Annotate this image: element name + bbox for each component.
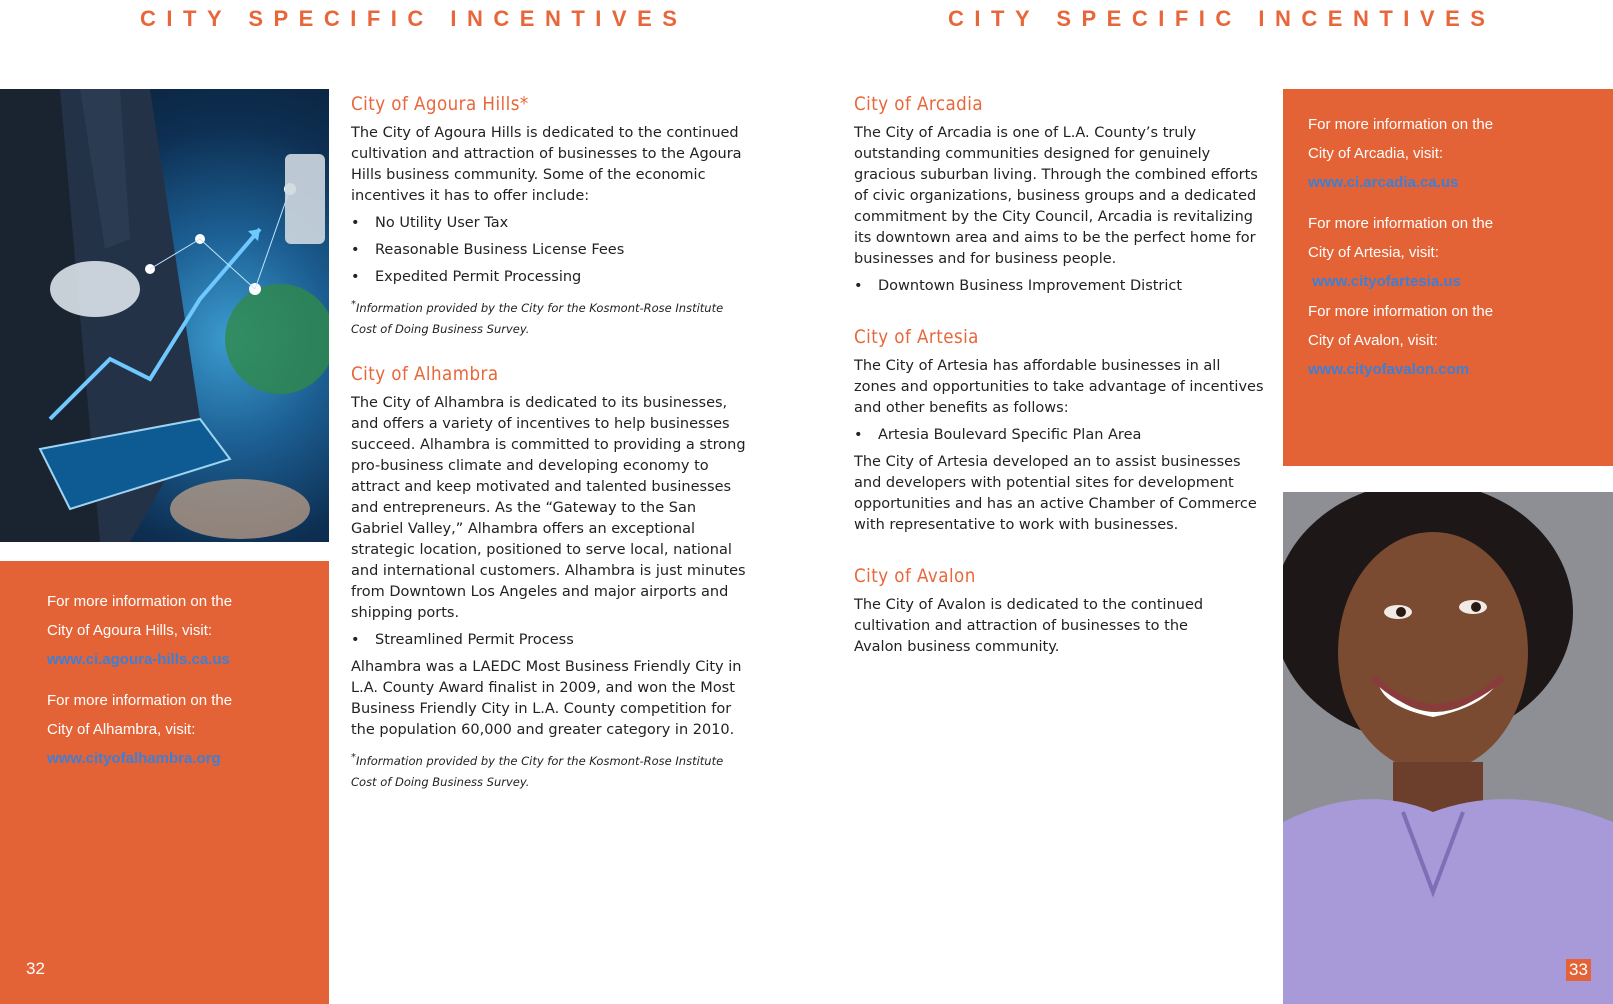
bullet-list — [351, 213, 751, 288]
header-title-left: CITY SPECIFIC INCENTIVES — [140, 6, 688, 31]
info-arcadia — [1308, 110, 1493, 197]
footnote — [351, 294, 751, 340]
info-line: For more information on the — [1308, 116, 1494, 133]
alhambra-link[interactable]: www.cityofalhambra.org — [47, 750, 221, 767]
section-title: City of Alhambra — [351, 362, 499, 385]
page-number-left: 32 — [26, 959, 45, 978]
section-avalon — [854, 566, 1264, 658]
footnote-text: Information provided by the City for the Kosmont-Rose Institute Cost of Doing Business Survey. — [351, 300, 724, 336]
section-body: The City of Avalon is dedicated to the continued cultivation and attraction of businesses to the Avalon business community. — [854, 597, 1204, 655]
section-title: City of Agoura Hills* — [351, 93, 529, 115]
left-info-box — [0, 561, 329, 1004]
section-body: The City of Alhambra is dedicated to its businesses, and offers a variety of incentives to help businesses succeed. Alhambra is committed to providing a strong pro-business climate and developing economy to attract and keep motivated and talented businesses and entrepreneurs. As the “Gateway to the San Gabriel Valley,” Alhambra offers an exceptional strategic location, positioned to serve local, national and international customers. Alhambra is just minutes from Downtown Los Angeles and major airports and shipping ports. — [351, 394, 746, 621]
bullet-item: • Downtown Business Improvement District — [854, 276, 1264, 297]
smiling-woman-illustration — [1283, 492, 1613, 1004]
page-number-right: 33 — [1566, 959, 1591, 981]
info-line: City of Avalon, visit: — [1308, 332, 1438, 349]
section-body: The City of Arcadia is one of L.A. County’s truly outstanding communities designed for genuinely gracious suburban living. Through the combined efforts of civic organizations, business groups and a dedicated commitment by the City Council, Arcadia is revitalizing its downtown area and aims to be the perfect home for businesses and for business people. — [854, 125, 1258, 267]
section-alhambra — [351, 364, 751, 793]
info-alhambra — [47, 686, 232, 773]
section-title: City of Artesia — [854, 326, 979, 348]
info-line: For more information on the — [47, 692, 233, 709]
footnote-text: Information provided by the City for the Kosmont-Rose Institute Cost of Doing Business Survey. — [351, 753, 724, 789]
avalon-link[interactable]: www.cityofavalon.com — [1308, 361, 1470, 378]
section-body-2: Alhambra was a LAEDC Most Business Friendly City in L.A. County Award finalist in 2009, and won the Most Business Friendly City in L.A. County competition for the population 60,000 and greater category in 2010. — [351, 658, 742, 738]
info-agoura-hills — [47, 587, 232, 674]
info-avalon — [1308, 297, 1493, 384]
bullet-item: • Reasonable Business License Fees — [351, 240, 751, 261]
info-line: City of Artesia, visit: — [1308, 244, 1439, 261]
agoura-hills-link[interactable]: www.ci.agoura-hills.ca.us — [47, 651, 230, 668]
right-info-box — [1283, 89, 1613, 466]
section-body: The City of Artesia has affordable businesses in all zones and opportunities to take advantage of incentives and other benefits as follows: — [854, 358, 1264, 416]
smiling-woman-photo — [1283, 492, 1613, 1004]
section-body: The City of Agoura Hills is dedicated to the continued cultivation and attraction of businesses to the Agoura Hills business community. Some of the economic incentives it has to offer include: — [351, 125, 742, 204]
header-title-right: CITY SPECIFIC INCENTIVES — [948, 6, 1496, 31]
footnote-mark: * — [351, 751, 356, 763]
business-tablet-photo — [0, 89, 329, 542]
arcadia-link[interactable]: www.ci.arcadia.ca.us — [1308, 174, 1459, 191]
section-body-2: The City of Artesia developed an to assist businesses and developers with potential sites for development opportunities and has an active Chamber of Commerce with representative to work with businesses. — [854, 454, 1257, 533]
section-arcadia — [854, 94, 1264, 297]
info-line: For more information on the — [47, 593, 233, 610]
bullet-list — [351, 630, 751, 651]
info-artesia — [1308, 209, 1493, 296]
info-line: For more information on the — [1308, 215, 1494, 232]
info-line: City of Alhambra, visit: — [47, 721, 196, 738]
business-tablet-illustration — [0, 89, 329, 542]
artesia-link[interactable]: www.cityofartesia.us — [1308, 273, 1461, 290]
section-agoura-hills — [351, 94, 751, 340]
column-left-content — [351, 94, 751, 817]
bullet-list — [854, 425, 1264, 446]
bullet-list — [854, 276, 1264, 297]
footnote-mark: * — [351, 299, 356, 310]
section-artesia — [854, 327, 1264, 536]
bullet-item: • No Utility User Tax — [351, 213, 751, 234]
column-right-content — [854, 94, 1264, 680]
section-title: City of Avalon — [854, 565, 976, 587]
bullet-item: • Streamlined Permit Process — [351, 630, 751, 651]
section-title: City of Arcadia — [854, 93, 984, 115]
info-line: City of Agoura Hills, visit: — [47, 622, 213, 639]
info-line: For more information on the — [1308, 303, 1494, 320]
footnote — [351, 747, 751, 793]
info-line: City of Arcadia, visit: — [1308, 145, 1444, 162]
bullet-item: • Artesia Boulevard Specific Plan Area — [854, 425, 1264, 446]
bullet-item: • Expedited Permit Processing — [351, 267, 751, 288]
